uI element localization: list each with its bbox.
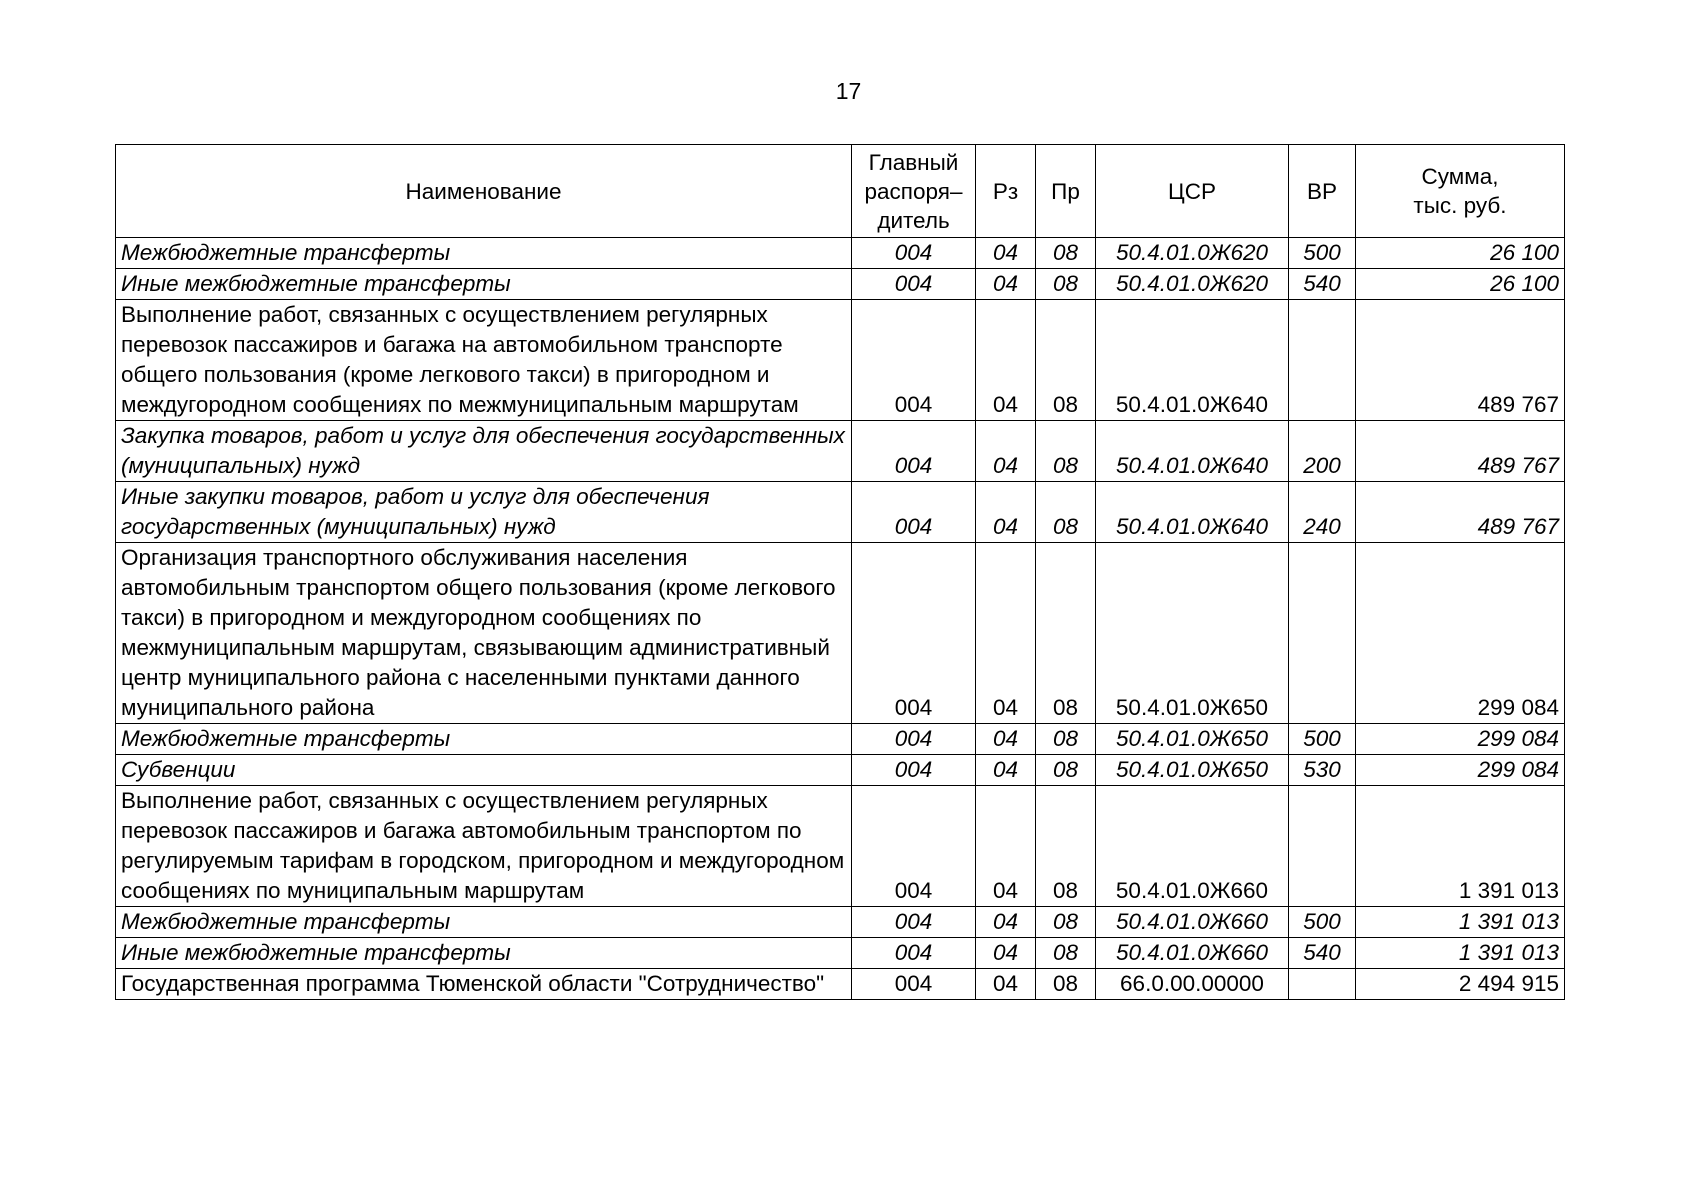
cell-name: Иные закупки товаров, работ и услуг для обеспечения государственных (муниципальных) нужд [116, 482, 852, 543]
cell-name: Межбюджетные трансферты [116, 238, 852, 269]
header-summa [1356, 145, 1565, 238]
cell-rz: 04 [976, 421, 1036, 482]
cell-glavniy: 004 [852, 482, 976, 543]
cell-csr: 50.4.01.0Ж640 [1096, 482, 1289, 543]
header-summa-line-2: тыс. руб. [1413, 193, 1507, 218]
cell-csr: 50.4.01.0Ж660 [1096, 907, 1289, 938]
cell-rz: 04 [976, 755, 1036, 786]
cell-csr: 50.4.01.0Ж620 [1096, 238, 1289, 269]
cell-summa: 26 100 [1356, 238, 1565, 269]
cell-summa: 1 391 013 [1356, 938, 1565, 969]
cell-glavniy: 004 [852, 238, 976, 269]
cell-glavniy: 004 [852, 907, 976, 938]
cell-rz: 04 [976, 969, 1036, 1000]
table-header-row [116, 145, 1565, 238]
cell-vr [1289, 543, 1356, 724]
cell-name: Выполнение работ, связанных с осуществлением регулярных перевозок пассажиров и багажа на автомобильном транспорте общего пользования (кроме легкового такси) в пригородном и междугородном сообщениях по межмуниципальным маршрутам [116, 300, 852, 421]
table-row [116, 238, 1565, 269]
cell-rz: 04 [976, 907, 1036, 938]
cell-csr: 50.4.01.0Ж650 [1096, 543, 1289, 724]
header-pr: Пр [1036, 145, 1096, 238]
cell-summa: 1 391 013 [1356, 907, 1565, 938]
table-row [116, 269, 1565, 300]
cell-summa: 299 084 [1356, 724, 1565, 755]
cell-csr: 50.4.01.0Ж660 [1096, 786, 1289, 907]
cell-rz: 04 [976, 300, 1036, 421]
cell-name: Субвенции [116, 755, 852, 786]
cell-pr: 08 [1036, 755, 1096, 786]
cell-summa: 489 767 [1356, 300, 1565, 421]
cell-summa: 489 767 [1356, 421, 1565, 482]
cell-csr: 66.0.00.00000 [1096, 969, 1289, 1000]
table-row [116, 907, 1565, 938]
cell-vr: 240 [1289, 482, 1356, 543]
cell-glavniy: 004 [852, 786, 976, 907]
cell-csr: 50.4.01.0Ж640 [1096, 421, 1289, 482]
cell-name: Выполнение работ, связанных с осуществлением регулярных перевозок пассажиров и багажа автомобильным транспортом по регулируемым тарифам в городском, пригородном и междугородном сообщениях по муниципальным маршрутам [116, 786, 852, 907]
cell-csr: 50.4.01.0Ж650 [1096, 755, 1289, 786]
cell-rz: 04 [976, 238, 1036, 269]
cell-vr: 500 [1289, 724, 1356, 755]
cell-vr [1289, 300, 1356, 421]
cell-pr: 08 [1036, 724, 1096, 755]
page-number: 17 [835, 78, 862, 104]
table-row [116, 543, 1565, 724]
budget-table [115, 144, 1565, 1000]
cell-vr: 540 [1289, 269, 1356, 300]
cell-pr: 08 [1036, 300, 1096, 421]
table-row [116, 421, 1565, 482]
cell-vr: 200 [1289, 421, 1356, 482]
header-summa-line-1: Сумма, [1421, 164, 1499, 189]
cell-pr: 08 [1036, 907, 1096, 938]
cell-pr: 08 [1036, 421, 1096, 482]
cell-csr: 50.4.01.0Ж650 [1096, 724, 1289, 755]
cell-name: Иные межбюджетные трансферты [116, 938, 852, 969]
cell-pr: 08 [1036, 786, 1096, 907]
cell-name: Закупка товаров, работ и услуг для обеспечения государственных (муниципальных) нужд [116, 421, 852, 482]
cell-vr [1289, 786, 1356, 907]
cell-summa: 299 084 [1356, 755, 1565, 786]
cell-rz: 04 [976, 786, 1036, 907]
cell-csr: 50.4.01.0Ж660 [1096, 938, 1289, 969]
cell-pr: 08 [1036, 238, 1096, 269]
cell-glavniy: 004 [852, 938, 976, 969]
cell-summa: 1 391 013 [1356, 786, 1565, 907]
cell-summa: 2 494 915 [1356, 969, 1565, 1000]
cell-glavniy: 004 [852, 969, 976, 1000]
cell-glavniy: 004 [852, 300, 976, 421]
header-vr: ВР [1289, 145, 1356, 238]
table-row [116, 755, 1565, 786]
cell-rz: 04 [976, 482, 1036, 543]
header-rz: Рз [976, 145, 1036, 238]
cell-glavniy: 004 [852, 421, 976, 482]
cell-summa: 299 084 [1356, 543, 1565, 724]
cell-glavniy: 004 [852, 269, 976, 300]
cell-summa: 489 767 [1356, 482, 1565, 543]
table-row [116, 969, 1565, 1000]
cell-glavniy: 004 [852, 543, 976, 724]
table-row [116, 300, 1565, 421]
cell-rz: 04 [976, 543, 1036, 724]
header-glavniy-line-1: Главный [868, 149, 959, 175]
table-row [116, 482, 1565, 543]
table-row [116, 724, 1565, 755]
cell-vr: 540 [1289, 938, 1356, 969]
cell-pr: 08 [1036, 482, 1096, 543]
header-glavniy-line-2: распоря– [864, 178, 963, 204]
table-row [116, 786, 1565, 907]
cell-name: Организация транспортного обслуживания населения автомобильным транспортом общего пользования (кроме легкового такси) в пригородном и междугородном сообщениях по межмуниципальным маршрутам, связывающим административный центр муниципального района с населенными пунктами данного муниципального района [116, 543, 852, 724]
header-name: Наименование [116, 145, 852, 238]
cell-rz: 04 [976, 269, 1036, 300]
cell-pr: 08 [1036, 543, 1096, 724]
cell-vr [1289, 969, 1356, 1000]
table-body [116, 238, 1565, 1000]
cell-summa: 26 100 [1356, 269, 1565, 300]
cell-glavniy: 004 [852, 724, 976, 755]
cell-vr: 500 [1289, 907, 1356, 938]
cell-glavniy: 004 [852, 755, 976, 786]
cell-rz: 04 [976, 938, 1036, 969]
cell-csr: 50.4.01.0Ж620 [1096, 269, 1289, 300]
cell-csr: 50.4.01.0Ж640 [1096, 300, 1289, 421]
cell-name: Межбюджетные трансферты [116, 724, 852, 755]
cell-name: Межбюджетные трансферты [116, 907, 852, 938]
cell-pr: 08 [1036, 269, 1096, 300]
table-row [116, 938, 1565, 969]
cell-pr: 08 [1036, 969, 1096, 1000]
cell-pr: 08 [1036, 938, 1096, 969]
header-csr: ЦСР [1096, 145, 1289, 238]
cell-name: Государственная программа Тюменской области "Сотрудничество" [116, 969, 852, 1000]
header-glavniy [852, 145, 976, 238]
cell-rz: 04 [976, 724, 1036, 755]
cell-vr: 530 [1289, 755, 1356, 786]
header-glavniy-line-3: дитель [877, 207, 950, 233]
cell-vr: 500 [1289, 238, 1356, 269]
cell-name: Иные межбюджетные трансферты [116, 269, 852, 300]
